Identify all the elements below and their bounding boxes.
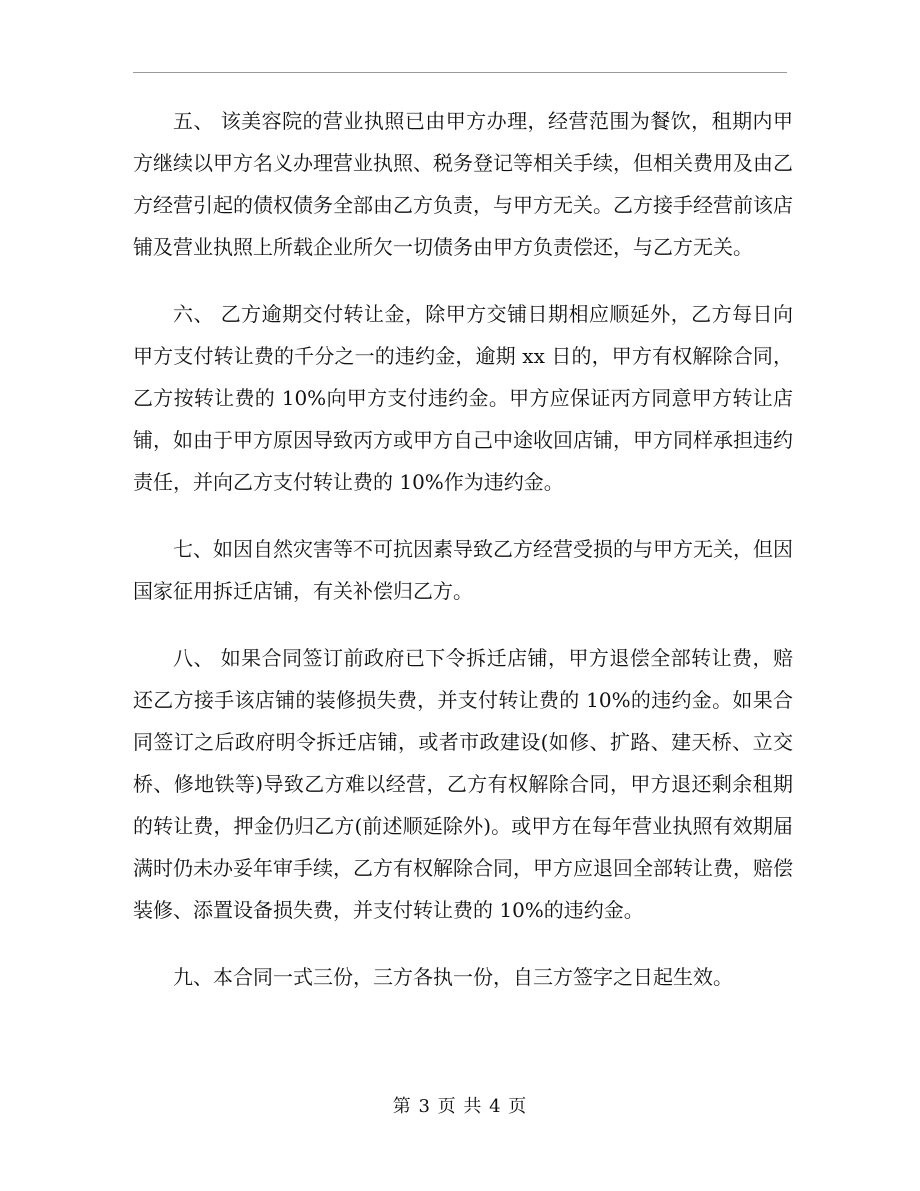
- contract-body: [133, 100, 793, 1023]
- clause-7: 七、如因自然灾害等不可抗因素导致乙方经营受损的与甲方无关，但因国家征用拆迁店铺，有关补偿归乙方。: [133, 537, 793, 603]
- clause-5: 五、 该美容院的营业执照已由甲方办理，经营范围为餐饮，租期内甲方继续以甲方名义办理营业执照、税务登记等相关手续，但相关费用及由乙方经营引起的债权债务全部由乙方负责，与甲方无关。乙方接手经营前该店铺及营业执照上所载企业所欠一切债务由甲方负责偿还，与乙方无关。: [133, 109, 793, 259]
- clause-8: 八、 如果合同签订前政府已下令拆迁店铺，甲方退偿全部转让费，赔还乙方接手该店铺的装修损失费，并支付转让费的 10%的违约金。如果合同签订之后政府明令拆迁店铺，或者市政建设(如修、扩路、建天桥、立交桥、修地铁等)导致乙方难以经营，乙方有权解除合同，甲方退还剩余租期的转让费，押金仍归乙方(前述顺延除外)。或甲方在每年营业执照有效期届满时仍未办妥年审手续，乙方有权解除合同，甲方应退回全部转让费，赔偿装修、添置设备损失费，并支付转让费的 10%的违约金。: [133, 646, 793, 922]
- header-rule: [133, 72, 787, 73]
- clause-9: 九、本合同一式三份，三方各执一份，自三方签字之日起生效。: [173, 965, 733, 989]
- page-number-footer: 第 3 页 共 4 页: [392, 1096, 528, 1117]
- clause-6: 六、 乙方逾期交付转让金，除甲方交铺日期相应顺延外，乙方每日向甲方支付转让费的千分之一的违约金，逾期 xx 日的，甲方有权解除合同，乙方按转让费的 10%向甲方支付违约金。甲方应保证丙方同意甲方转让店铺，如由于甲方原因导致丙方或甲方自己中途收回店铺，甲方同样承担违约责任，并向乙方支付转让费的 10%作为违约金。: [133, 302, 793, 494]
